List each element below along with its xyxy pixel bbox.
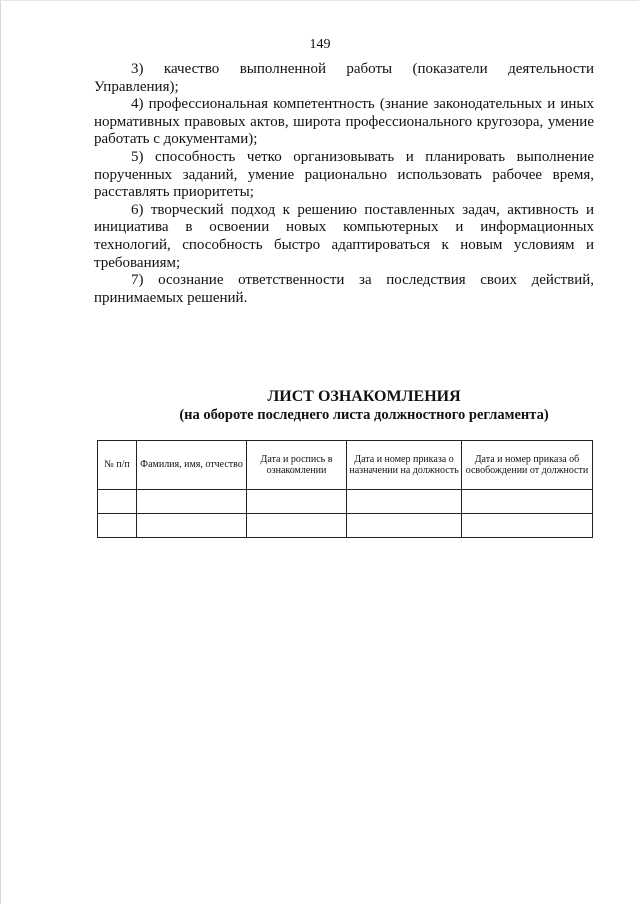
regulation-criteria-list	[94, 61, 594, 307]
criterion-paragraph-6: 6) творческий подход к решению поставленных задач, активность и инициатива в освоении новых компьютерных и информационных технологий, способность быстро адаптироваться к новым условиям и требованиям;	[94, 201, 594, 271]
column-header-appointment-order: Дата и номер приказа о назначении на должность	[347, 441, 462, 490]
column-header-number: № п/п	[98, 441, 137, 490]
column-header-dismissal-order: Дата и номер приказа об освобождении от должности	[462, 441, 593, 490]
table-cell	[247, 490, 347, 514]
table-cell	[347, 514, 462, 538]
acknowledgement-table	[97, 440, 593, 538]
table-cell	[137, 490, 247, 514]
acknowledgement-sheet-subtitle: (на обороте последнего листа должностного регламента)	[179, 407, 549, 423]
table-row	[98, 490, 593, 514]
table-cell	[462, 490, 593, 514]
table-cell	[247, 514, 347, 538]
table-cell	[462, 514, 593, 538]
criterion-paragraph-7: 7) осознание ответственности за последствия своих действий, принимаемых решений.	[94, 272, 594, 306]
table-header-row	[98, 441, 593, 490]
table-cell	[98, 490, 137, 514]
criterion-paragraph-3: 3) качество выполненной работы (показатели деятельности Управления);	[94, 61, 594, 95]
table-cell	[347, 490, 462, 514]
criterion-paragraph-4: 4) профессиональная компетентность (знание законодательных и иных нормативных правовых актов, широта профессионального кругозора, умение работать с документами);	[94, 96, 594, 148]
acknowledgement-sheet-title: ЛИСТ ОЗНАКОМЛЕНИЯ	[267, 388, 461, 405]
page-number: 149	[309, 37, 331, 52]
column-header-signature-date: Дата и роспись в ознакомлении	[247, 441, 347, 490]
column-header-full-name: Фамилия, имя, отчество	[137, 441, 247, 490]
table-cell	[98, 514, 137, 538]
table-cell	[137, 514, 247, 538]
criterion-paragraph-5: 5) способность четко организовывать и планировать выполнение порученных заданий, умение рационально использовать рабочее время, расставлять приоритеты;	[94, 148, 594, 201]
table-row	[98, 514, 593, 538]
